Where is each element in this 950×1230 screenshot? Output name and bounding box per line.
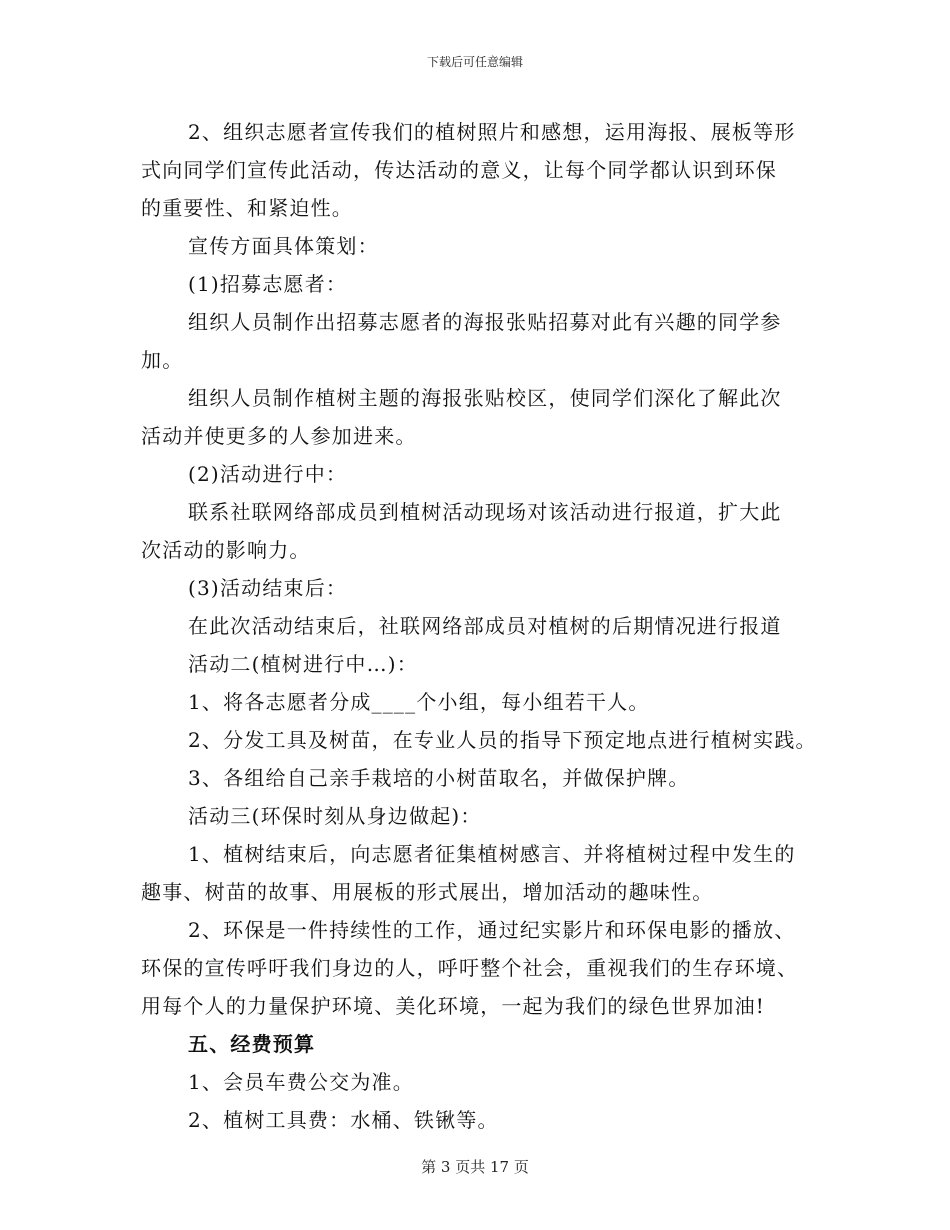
paragraph-line: 1、会员车费公交为准。 [188,1070,414,1094]
paragraph-line: (1)招募志愿者： [188,272,348,296]
paragraph-line: 组织人员制作出招募志愿者的海报张贴招募对此有兴趣的同学参 [188,310,782,334]
paragraph-line: 在此次活动结束后，社联网络部成员对植树的后期情况进行报道 [188,614,782,638]
paragraph-line: 活动二(植树进行中…)： [188,652,419,676]
section-heading: 五、经费预算 [188,1032,316,1056]
paragraph-line: 1、植树结束后，向志愿者征集植树感言、并将植树过程中发生的 [188,842,796,866]
page-number: 第 3 页共 17 页 [421,1158,529,1176]
paragraph-line: 2、组织志愿者宣传我们的植树照片和感想，运用海报、展板等形 [188,120,796,144]
paragraph-line: 宣传方面具体策划： [188,234,379,258]
paragraph-line: 3、各组给自己亲手栽培的小树苗取名，并做保护牌。 [188,766,690,790]
page-header: 下载后可任意编辑 [426,55,523,69]
paragraph-line: 用每个人的力量保护环境、美化环境，一起为我们的绿色世界加油! [141,994,766,1018]
paragraph-line: 2、植树工具费：水桶、铁锹等。 [188,1108,499,1132]
paragraph-line: 次活动的影响力。 [141,538,311,562]
paragraph-line: 活动三(环保时刻从身边做起)： [188,804,482,828]
paragraph-line: 趣事、树苗的故事、用展板的形式展出，增加活动的趣味性。 [141,880,714,904]
paragraph-line: (2)活动进行中： [188,462,348,486]
paragraph-line: 联系社联网络部成员到植树活动现场对该活动进行报道，扩大此 [188,500,782,524]
paragraph-line: 活动并使更多的人参加进来。 [141,424,417,448]
paragraph-line: 1、将各志愿者分成____个小组，每小组若干人。 [188,690,650,714]
document-body [141,113,821,1139]
paragraph-line: 2、环保是一件持续性的工作，通过纪实影片和环保电影的播放、 [188,918,796,942]
paragraph-line: (3)活动结束后： [188,576,348,600]
paragraph-line: 式向同学们宣传此活动，传达活动的意义，让每个同学都认识到环保 [141,158,777,182]
paragraph-line: 的重要性、和紧迫性。 [141,196,353,220]
paragraph-line: 2、分发工具及树苗，在专业人员的指导下预定地点进行植树实践。 [188,728,817,752]
paragraph-line: 环保的宣传呼吁我们身边的人，呼吁整个社会，重视我们的生存环境、 [141,956,799,980]
paragraph-line: 组织人员制作植树主题的海报张贴校区，使同学们深化了解此次 [188,386,782,410]
paragraph-line: 加。 [141,348,184,372]
